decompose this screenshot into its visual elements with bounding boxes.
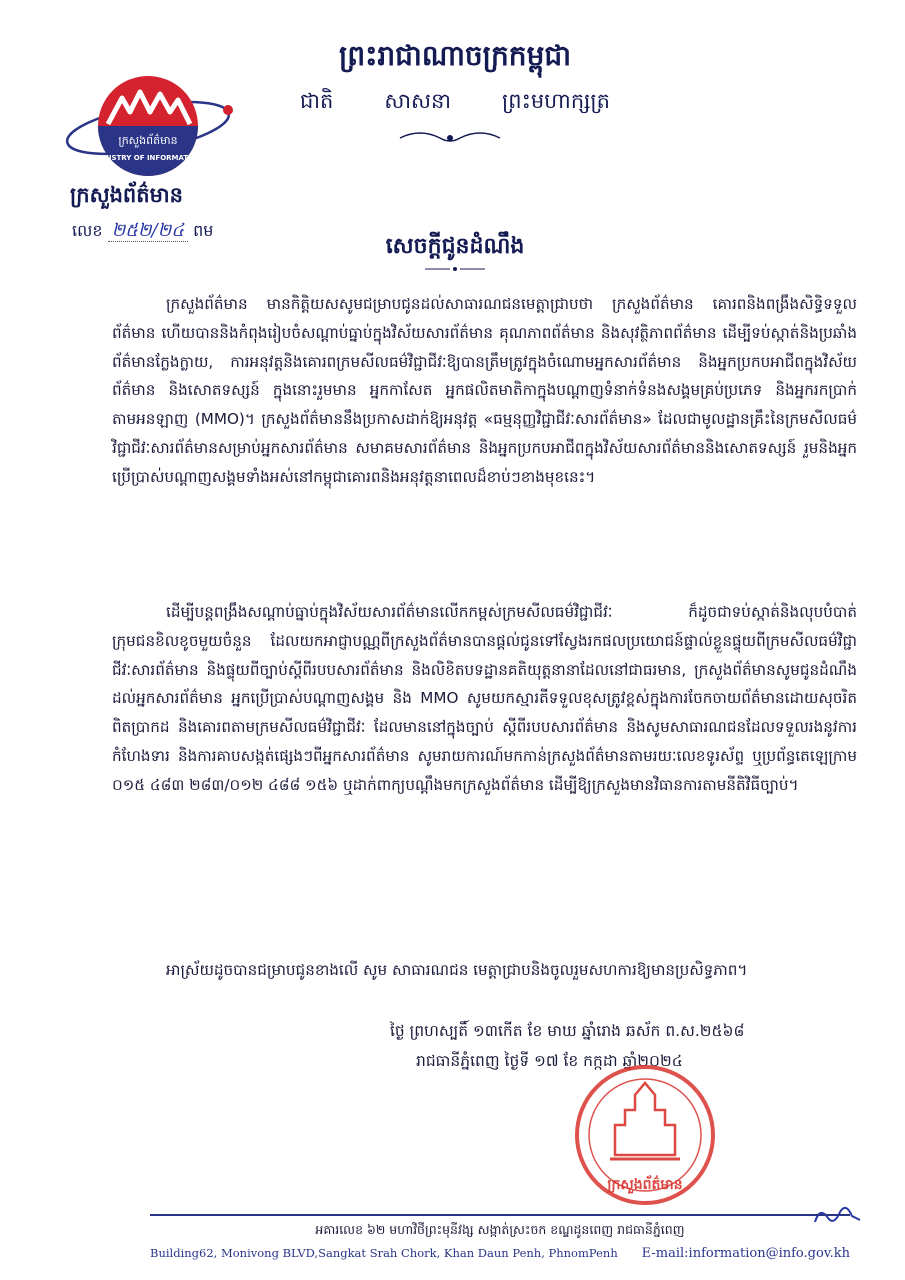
national-motto	[300, 88, 610, 119]
document-title: សេចក្តីជូនដំណឹង	[385, 233, 525, 259]
stamp-text: ក្រសួងព័ត៌មាន	[607, 1177, 683, 1193]
kingdom-header: ព្រះរាជាណាចក្រកម្ពុជា	[338, 39, 571, 72]
footer-address-kh: អគារលេខ ៦២ មហាវិថីព្រះមុនីវង្ស សង្កាត់ស្រះចក ខណ្ឌដូនពេញ រាជធានីភ្នំពេញ	[315, 1222, 685, 1237]
ministry-name: ក្រសួងព័ត៌មាន	[70, 182, 183, 207]
body-paragraph-3	[112, 956, 857, 985]
reference-prefix: លេខ	[72, 221, 103, 240]
footer-email: E-mail:information@info.gov.kh	[641, 1246, 850, 1261]
logo-en-text: MINISTRY OF INFORMATION	[93, 154, 203, 162]
lunar-date: ថ្ងៃ ព្រហស្បតិ៍ ១៣កើត ខែ មាឃ ឆ្នាំរោង ឆស័ក ព.ស.២៥៦៨	[390, 1022, 745, 1040]
reference-suffix: ពម	[193, 221, 214, 240]
motto-king: ព្រះមហាក្សត្រ	[502, 89, 610, 113]
paragraph-1-text: ក្រសួងព័ត៌មាន មានកិត្តិយសសូមជម្រាបជូនដល់សាធារណជនមេត្តាជ្រាបថា ក្រសួងព័ត៌មាន គោរពនិងពង្រឹងសិទ្ធិទទួលព័ត៌មាន ហើយបាននិងកំពុងរៀបចំសណ្តាប់ធ្នាប់ក្នុងវិស័យសារព័ត៌មាន គុណភាពព័ត៌មាន និងសុវត្ថិភាពព័ត៌មាន ដើម្បីទប់ស្កាត់និងប្រឆាំងព័ត៌មានក្លែងក្លាយ, ការអនុវត្តនិងគោរពក្រមសីលធម៌វិជ្ជាជីវៈឱ្យបានត្រឹមត្រូវក្នុងចំណោមអ្នកសារព័ត៌មាន និងអ្នកប្រកបអាជីពក្នុងវិស័យព័ត៌មាន និងសោតទស្សន៍ ក្នុងនោះរួមមាន អ្នកកាសែត អ្នកផលិតមាតិកាក្នុងបណ្តាញទំនាក់ទំនងសង្គមគ្រប់ប្រភេទ និងអ្នករកប្រាក់តាមអនឡាញ (MMO)។ ក្រសួងព័ត៌មាននឹងប្រកាសដាក់ឱ្យអនុវត្ត «ធម្មនុញ្ញវិជ្ជាជីវៈសារព័ត៌មាន» ដែលជាមូលដ្ឋានគ្រឹះនៃក្រមសីលធម៌វិជ្ជាជីវៈសារព័ត៌មានសម្រាប់អ្នកសារព័ត៌មាន សមាគមសារព័ត៌មាន និងអ្នកប្រកបអាជីពក្នុងវិស័យសារព័ត៌មាននិងសោតទស្សន៍ រួមនិងអ្នកប្រើប្រាស់បណ្តាញសង្គមទាំងអស់នៅកម្ពុជាគោរពនិងអនុវត្តនាពេលដ៏ខាប់ៗខាងមុខនេះ។	[112, 295, 857, 486]
paragraph-3-text: អាស្រ័យដូចបានជម្រាបជូនខាងលើ សូម សាធារណជន មេត្តាជ្រាបនិងចូលរួមសហការឱ្យមានប្រសិទ្ធភាព។	[166, 961, 748, 979]
body-paragraph-2	[112, 598, 857, 800]
solar-date: រាជធានីភ្នំពេញ ថ្ងៃទី ១៧ ខែ កក្កដា ឆ្នាំ២០២៤	[416, 1052, 683, 1070]
footer-divider	[150, 1214, 850, 1216]
reference-number	[72, 218, 213, 245]
motto-nation: ជាតិ	[300, 89, 334, 113]
official-stamp	[540, 1055, 750, 1205]
header-ornament	[390, 128, 510, 148]
reference-value: ២៥២/២៤	[108, 220, 188, 242]
logo-kh-text: ក្រសួងព័ត៌មាន	[118, 134, 178, 147]
motto-religion: សាសនា	[384, 89, 451, 113]
body-paragraph-1	[112, 290, 857, 492]
ministry-logo	[58, 66, 258, 186]
paragraph-2-text: ដើម្បីបន្តពង្រឹងសណ្តាប់ធ្នាប់ក្នុងវិស័យសារព័ត៌មានលើកកម្ពស់ក្រមសីលធម៌វិជ្ជាជីវៈ ក៏ដូចជាទប់ស្កាត់និងលុបបំបាត់ក្រុមជនខិលខូចមួយចំនួន ដែលយកអាជ្ញាបណ្ណពីក្រសួងព័ត៌មានបានផ្តល់ជូនទៅស្វែងរកផលប្រយោជន៍ផ្ទាល់ខ្លួនផ្ទុយពីក្រមសីលធម៌វិជ្ជាជីវៈសារព័ត៌មាន និងផ្ទុយពីច្បាប់ស្តីពីរបបសារព័ត៌មាន និងលិខិតបទដ្ឋានគតិយុត្តនានាដែលនៅជាធរមាន, ក្រសួងព័ត៌មានសូមជូនដំណឹងដល់អ្នកសារព័ត៌មាន អ្នកប្រើប្រាស់បណ្តាញសង្គម និង MMO សូមយកស្មារតីទទួលខុសត្រូវខ្ពស់ក្នុងការចែកចាយព័ត៌មានដោយសុចរិត ពិតប្រាកដ និងគោរពតាមក្រមសីលធម៌វិជ្ជាជីវៈ ដែលមាននៅក្នុងច្បាប់ ស្តីពីរបបសារព័ត៌មាន និងសូមសាធារណជនដែលទទួលរងនូវការកំហែងទារ និងការគាបសង្កត់ផ្សេងៗពីអ្នកសារព័ត៌មាន សូមរាយការណ៍មកកាន់ក្រសួងព័ត៌មានតាមរយៈលេខទូរស័ព្ទ ឬប្រព័ន្ធតេឡេក្រាម ០១៥ ៤៨៣ ២៨៣/០១២ ៤៨៨ ១៥៦ ឬដាក់ពាក្យបណ្តឹងមកក្រសួងព័ត៌មាន ដើម្បីឱ្យក្រសួងមានវិធានការតាមនីតិវិធីច្បាប់។	[112, 603, 857, 794]
footer-contact	[150, 1246, 850, 1261]
title-ornament	[420, 264, 490, 274]
footer-address-en: Building62, Monivong BLVD,Sangkat Srah Chork, Khan Daun Penh, PhnomPenh	[150, 1246, 618, 1260]
